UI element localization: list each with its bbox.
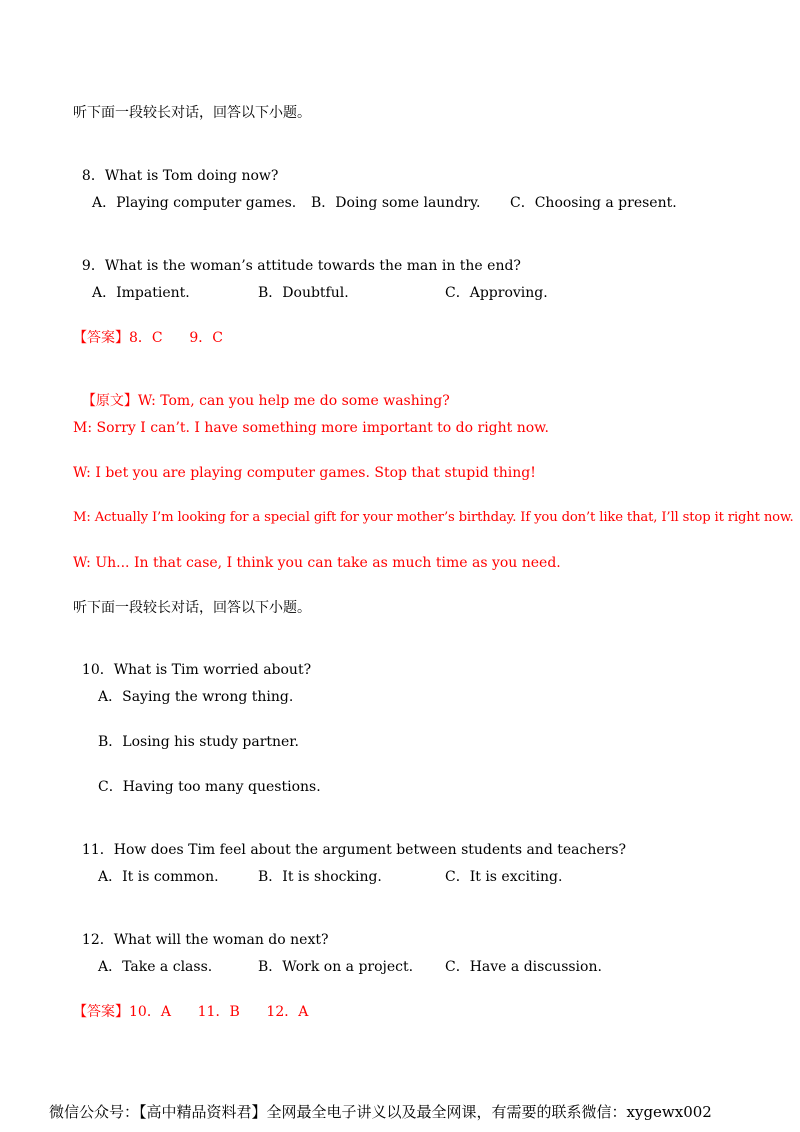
transcript-line-3: W: I bet you are playing computer games. Stop that stupid thing! — [73, 465, 536, 481]
option-8a: A．Playing computer games. — [92, 195, 297, 211]
answer-set-2: 【答案】10．A 11．B 12．A — [73, 1004, 309, 1020]
instruction-dialogue-b: 听下面一段较长对话，回答以下小题。 — [73, 600, 311, 616]
option-9b: B．Doubtful. — [258, 285, 349, 301]
transcript-line-2: M: Sorry I can’t. I have something more important to do right now. — [73, 420, 549, 436]
question-12 — [73, 913, 328, 949]
option-12a: A．Take a class. — [98, 959, 213, 975]
option-10a: A．Saying the wrong thing. — [98, 689, 294, 705]
answer-set-1: 【答案】8．C 9．C — [73, 330, 223, 346]
option-10c: C．Having too many questions. — [98, 779, 321, 795]
transcript-line-5: W: Uh... In that case, I think you can take as much time as you need. — [73, 555, 561, 571]
option-10b: B．Losing his study partner. — [98, 734, 299, 750]
question-8 — [73, 149, 278, 185]
transcript-line-1 — [73, 374, 450, 410]
option-9c: C．Approving. — [445, 285, 548, 301]
option-12c: C．Have a discussion. — [445, 959, 602, 975]
transcript-line-4: M: Actually I’m looking for a special gift for your mother’s birthday. If you don’t like that, I’ll stop it right now. — [73, 510, 794, 525]
question-text: What is Tim worried about? — [113, 662, 312, 678]
question-10 — [73, 643, 311, 679]
question-text: What will the woman do next? — [113, 932, 329, 948]
option-11a: A．It is common. — [98, 869, 219, 885]
question-text: What is the woman’s attitude towards the man in the end? — [104, 258, 521, 274]
question-number: 8． — [81, 168, 105, 184]
question-text: How does Tim feel about the argument between students and teachers? — [113, 842, 627, 858]
option-9a: A．Impatient. — [92, 285, 190, 301]
question-text: What is Tom doing now? — [104, 168, 279, 184]
option-11c: C．It is exciting. — [445, 869, 563, 885]
option-8b: B．Doing some laundry. — [311, 195, 481, 211]
transcript-label: 【原文】 — [81, 393, 138, 409]
instruction-dialogue-a: 听下面一段较长对话，回答以下小题。 — [73, 105, 311, 121]
question-9 — [73, 239, 521, 275]
transcript-text: W: Tom, can you help me do some washing? — [137, 393, 450, 409]
question-number: 11． — [81, 842, 114, 858]
question-number: 10． — [81, 662, 114, 678]
question-11 — [73, 823, 626, 859]
question-number: 12． — [81, 932, 114, 948]
option-8c: C．Choosing a present. — [510, 195, 677, 211]
question-number: 9． — [81, 258, 105, 274]
option-12b: B．Work on a project. — [258, 959, 414, 975]
page-footer: 微信公众号：【高中精品资料君】全网最全电子讲义以及最全网课，有需要的联系微信：xygewx002 — [49, 1103, 712, 1121]
option-11b: B．It is shocking. — [258, 869, 382, 885]
